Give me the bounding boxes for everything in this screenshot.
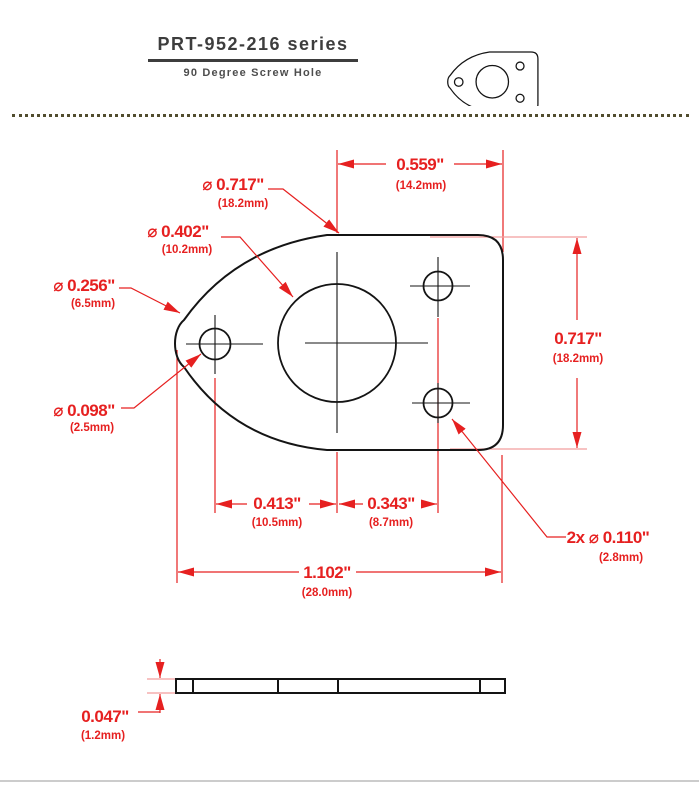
dim-left-tip-radius bbox=[53, 276, 180, 313]
part-side-view bbox=[176, 679, 505, 693]
dim-0717r-inch: 0.717" bbox=[554, 329, 602, 348]
dim-0717-mm: (18.2mm) bbox=[217, 198, 269, 210]
part-number-title: PRT-952-216 series bbox=[148, 34, 358, 62]
dim-0256-mm: (6.5mm) bbox=[70, 298, 116, 310]
dim-0343-mm: (8.7mm) bbox=[368, 517, 414, 529]
dim-0110-inch: 2x ⌀ 0.110" bbox=[566, 528, 650, 547]
dim-span-left bbox=[216, 494, 336, 529]
dim-0413-mm: (10.5mm) bbox=[251, 517, 303, 529]
dim-0559-inch: 0.559" bbox=[396, 155, 444, 174]
dim-0717r-mm: (18.2mm) bbox=[552, 353, 604, 365]
footer-rule bbox=[0, 780, 699, 782]
side-view-hole-edges bbox=[193, 679, 480, 693]
dim-hole-spacing-top bbox=[338, 155, 502, 192]
dim-0402-inch: ⌀ 0.402" bbox=[147, 222, 209, 241]
dim-0047-mm: (1.2mm) bbox=[80, 730, 126, 742]
dim-0098-inch: ⌀ 0.098" bbox=[53, 401, 115, 420]
dim-0413-inch: 0.413" bbox=[253, 494, 301, 513]
dim-screw-holes-diameter bbox=[452, 419, 649, 564]
dim-center-hole-diameter bbox=[147, 222, 293, 297]
dim-1102-mm: (28.0mm) bbox=[301, 587, 353, 599]
dim-1102-inch: 1.102" bbox=[303, 563, 351, 582]
part-thumbnail-icon bbox=[440, 22, 570, 106]
dim-left-hole-diameter bbox=[53, 354, 201, 434]
dim-height-right bbox=[553, 238, 604, 448]
dim-0047-inch: 0.047" bbox=[81, 707, 129, 726]
dim-0343-inch: 0.343" bbox=[367, 494, 415, 513]
side-view-plate bbox=[176, 679, 505, 693]
dim-0559-mm: (14.2mm) bbox=[395, 180, 447, 192]
dim-0717-inch: ⌀ 0.717" bbox=[202, 175, 264, 194]
dim-span-right bbox=[339, 494, 437, 529]
part-subtitle: 90 Degree Screw Hole bbox=[183, 67, 323, 79]
dotted-divider bbox=[12, 114, 689, 117]
extension-lines-light bbox=[147, 237, 587, 693]
dim-0402-mm: (10.2mm) bbox=[161, 244, 213, 256]
title-block bbox=[148, 34, 358, 79]
part-top-view bbox=[175, 235, 503, 450]
dim-overall-width bbox=[178, 563, 501, 599]
extension-lines bbox=[177, 150, 503, 583]
technical-drawing bbox=[0, 130, 699, 780]
dim-0110-mm: (2.8mm) bbox=[598, 552, 644, 564]
dim-0256-inch: ⌀ 0.256" bbox=[53, 276, 115, 295]
dim-body-diameter bbox=[202, 175, 339, 233]
dim-thickness bbox=[81, 659, 160, 742]
centerlines bbox=[186, 252, 470, 433]
dim-0098-mm: (2.5mm) bbox=[69, 422, 115, 434]
